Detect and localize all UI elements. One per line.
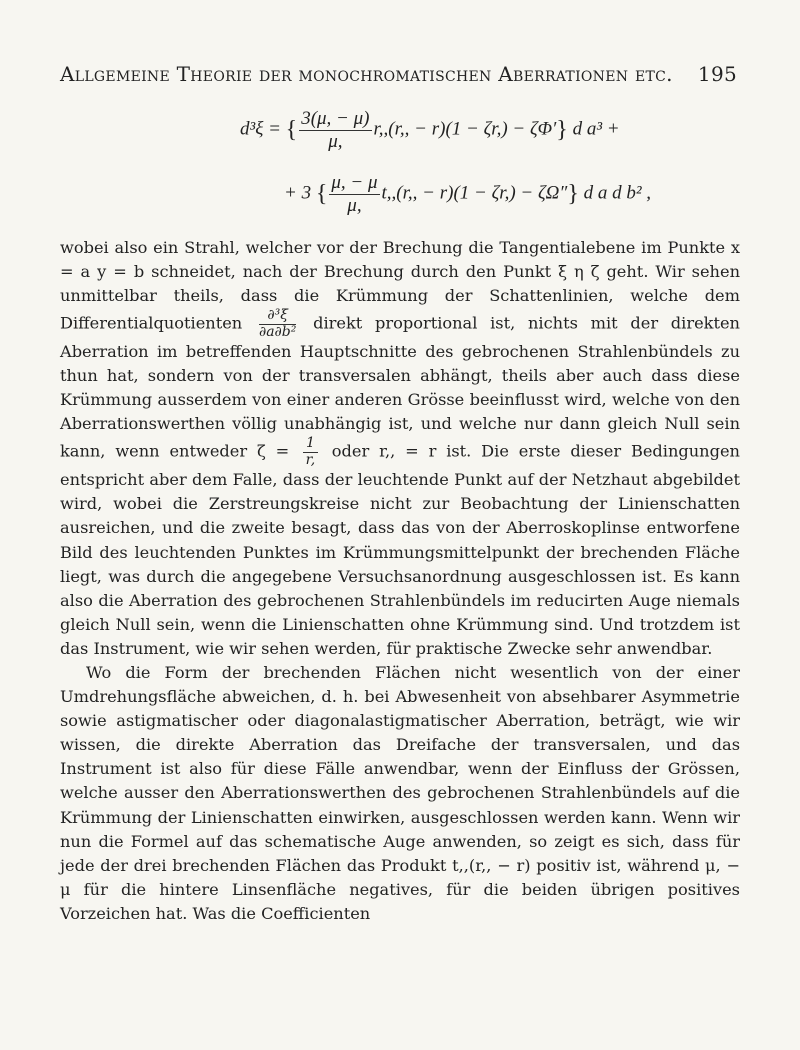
paragraph-2: Wo die Form der brechenden Flächen nicht wesentlich von der einer Umdrehungsfläche abweichen, d. h. bei Abwesenheit von absehbarer Asymmetrie sowie astigmatischer oder diagonalastigmatischer Aberration, beträgt, wie wir wissen, die direkte Aberration das Dreifache der transversalen, und das Instrument ist also für diese Fälle anwendbar, wenn der Einfluss der Grössen, welche ausser den Aberrationswerthen des gebrochenen Strahlenbündels auf die Krümmung der Linienschatten einwirken, ausgeschlossen werden kann. Wenn wir nun die Formel auf das schematische Auge anwenden, so zeigt es sich, dass für jede der drei brechenden Flächen das Produkt t,,(r,, − r) positiv ist, während μ, − μ für die hintere Linsenfläche negatives, für die beiden übrigen positives Vorzeichen hat. Was die Coefficienten — [60, 662, 740, 923]
condition-denominator: r, — [305, 451, 316, 468]
running-title: Allgemeine Theorie der monochromatischen Aberrationen etc. — [60, 62, 673, 86]
open-brace: { — [315, 180, 328, 207]
formula-1-lhs: d³ξ = — [240, 118, 286, 140]
formula-2-denominator: μ, — [347, 194, 362, 216]
formula-1 — [240, 108, 620, 153]
paragraph-1-part-c: oder r,, = r ist. Die erste dieser Bedingungen entspricht aber dem Falle, dass der leuchtende Punkt auf der Netzhaut abgebildet wird, wobei die Zerstreungskreise nicht zur Beobachtung der Linienschatten ausreichen, und die zweite besagt, dass das von der Aberroskoplinse entworfene Bild des leuchtenden Punktes im Krümmungsmittelpunkt der brechenden Fläche liegt, was durch die angegebene Versuchsanordnung ausgeschlossen ist. Es kann also die Aberration des gebrochenen Strahlenbündels im reducirten Auge niemals gleich Null sein, wenn die Linienschatten ohne Krümmung sind. Und trotzdem ist das Instrument, wie wir sehen werden, für praktische Zwecke sehr anwendbar. — [60, 441, 740, 658]
formula-2-numerator: μ, − μ — [331, 172, 378, 193]
formula-2-tail: d a d b² , — [583, 182, 652, 204]
formula-2-lead: + 3 — [284, 182, 312, 204]
body-text — [60, 236, 740, 926]
formula-1-denominator: μ, — [328, 130, 343, 152]
condition-fraction — [303, 436, 318, 468]
paragraph-1-part-a: wobei also ein Strahl, welcher vor der Brechung die Tangentialebene im Punkte x = a y = b schneidet, nach der Brechung durch den Punkt ξ η ζ geht. Wir sehen unmittelbar theils, dass die Krümmung der Schattenlinien, welche dem Differentialquotienten — [60, 238, 740, 333]
derivative-denominator: ∂a∂b² — [258, 323, 297, 340]
close-brace: } — [567, 180, 579, 207]
formula-2 — [284, 172, 651, 217]
paragraph-1 — [60, 236, 740, 661]
close-brace: } — [556, 116, 568, 143]
page-number: 195 — [697, 62, 737, 86]
paragraph-1-part-b: direkt proportional ist, nichts mit der direkten Aberration im betreffenden Hauptschnitte des gebrochenen Strahlenbündels zu thun hat, sondern von der transversalen abhängt, theils aber auch dass diese Krümmung ausserdem von einer anderen Grösse beeinflusst wird, welche von den Aberrationswerthen völlig unabhängig ist, und welche nur dann gleich Null sein kann, wenn entweder ζ = — [60, 313, 740, 461]
derivative-numerator: ∂³ξ — [259, 308, 296, 324]
formula-1-fraction — [299, 108, 371, 153]
open-brace: { — [285, 116, 298, 143]
formula-2-fraction — [329, 172, 379, 217]
formula-1-rest: r,,(r,, − r)(1 − ζr,) − ζΦ′ — [373, 118, 557, 140]
condition-numerator: 1 — [303, 436, 318, 452]
formula-1-tail: d a³ + — [572, 118, 620, 140]
derivative-fraction — [259, 308, 296, 340]
formula-1-numerator: 3(μ, − μ) — [301, 108, 370, 129]
formula-2-rest: t,,(r,, − r)(1 − ζr,) − ζΩ″ — [381, 182, 568, 204]
running-header — [60, 62, 737, 86]
